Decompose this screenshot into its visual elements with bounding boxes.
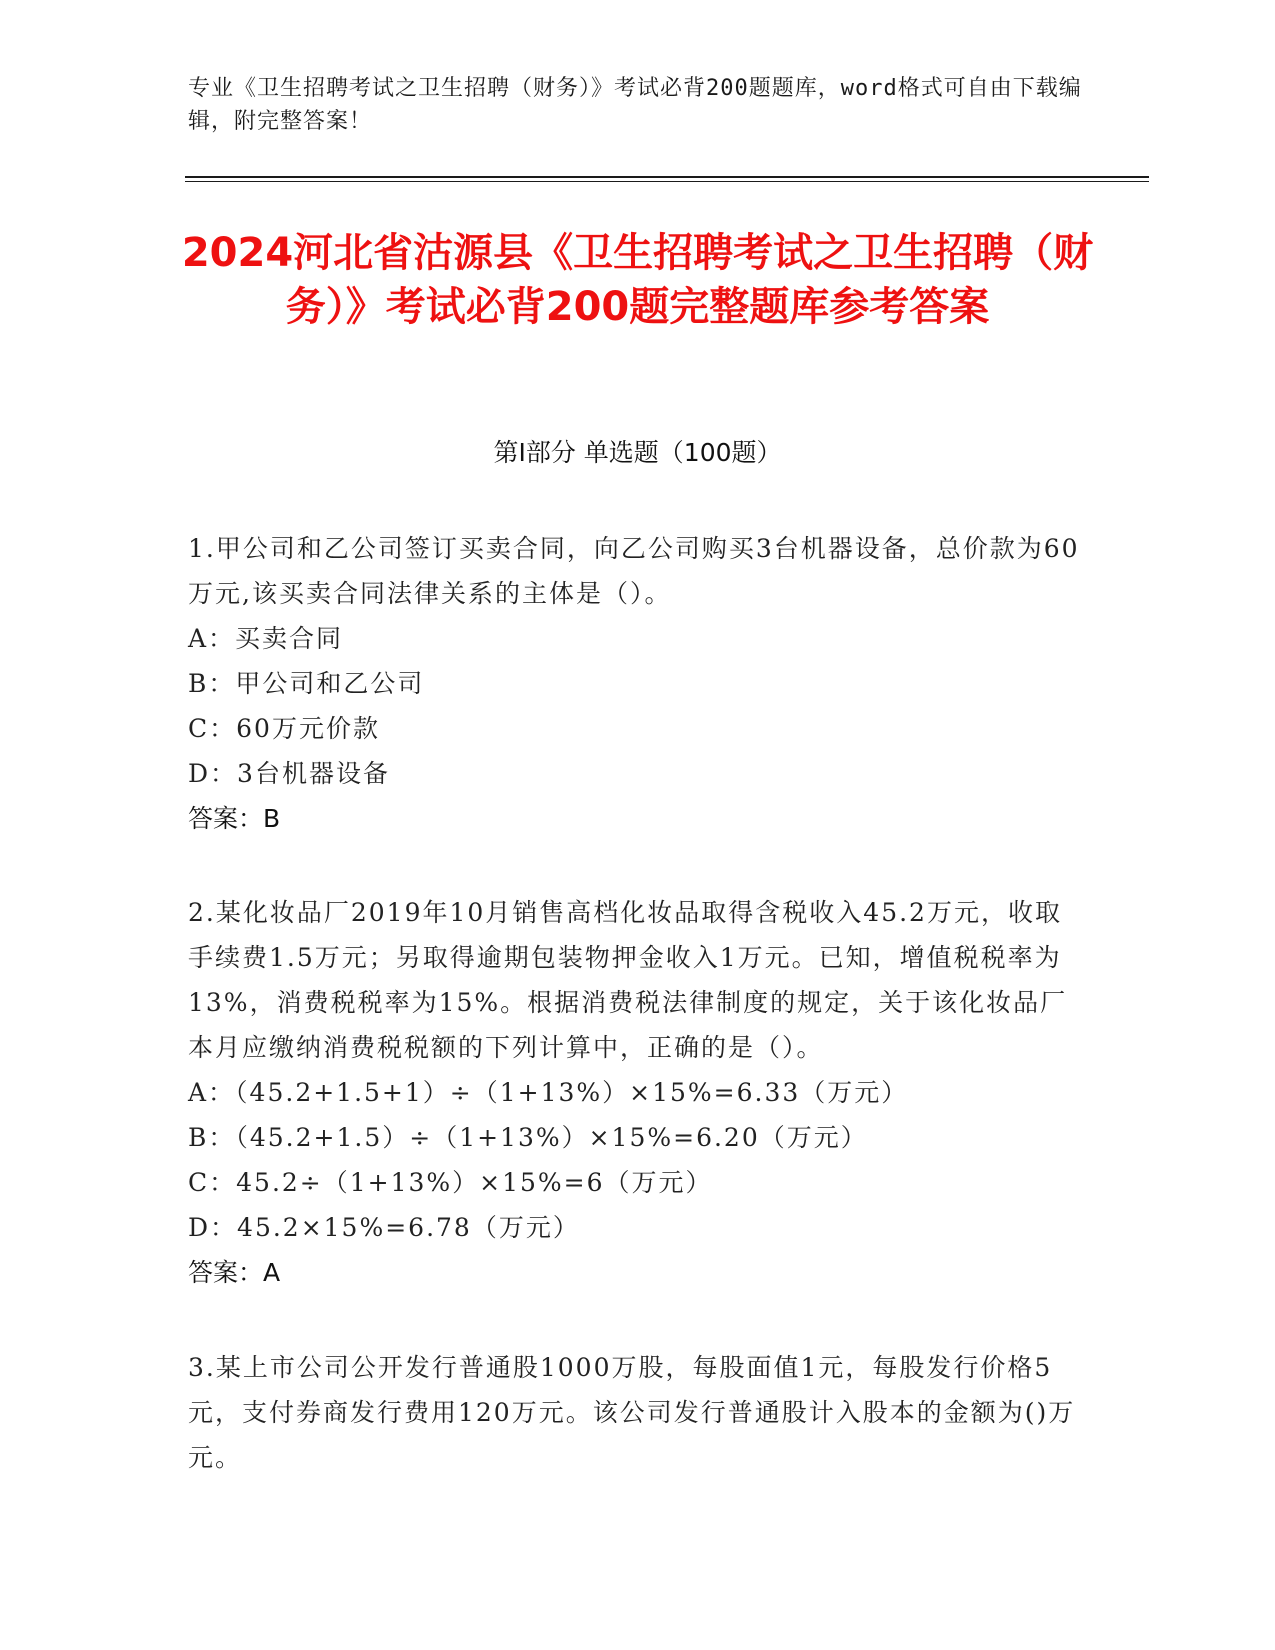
answer-label: 答案： [188, 804, 264, 833]
answer-value: A [263, 1258, 281, 1287]
question-1 [188, 526, 1088, 841]
question-3 [188, 1345, 1088, 1480]
option-c: C：45.2÷（1+13%）×15%=6（万元） [188, 1168, 713, 1197]
answer-line [188, 796, 1088, 841]
document-title: 2024河北省沽源县《卫生招聘考试之卫生招聘（财务）》考试必背200题完整题库参考答案 [181, 230, 1094, 330]
question-stem: 1.甲公司和乙公司签订买卖合同，向乙公司购买3台机器设备，总价款为60万元,该买卖合同法律关系的主体是（）。 [188, 534, 1080, 608]
answer-line [188, 1250, 1088, 1295]
question-2 [188, 890, 1088, 1295]
option-a: A：买卖合同 [188, 624, 344, 653]
section-heading: 第I部分 单选题（100题） [493, 438, 782, 467]
header-note: 专业《卫生招聘考试之卫生招聘（财务）》考试必背200题题库，word格式可自由下载编辑，附完整答案！ [188, 76, 1082, 134]
answer-value: B [263, 804, 281, 833]
question-stem: 2.某化妆品厂2019年10月销售高档化妆品取得含税收入45.2万元，收取手续费1.5万元；另取得逾期包装物押金收入1万元。已知，增值税税率为13%，消费税税率为15%。根据消费税法律制度的规定，关于该化妆品厂本月应缴纳消费税税额的下列计算中，正确的是（）。 [188, 898, 1068, 1062]
option-b: B：甲公司和乙公司 [188, 669, 425, 698]
option-d: D：45.2×15%=6.78（万元） [188, 1213, 580, 1242]
header-rule-thick [185, 176, 1149, 178]
option-b: B：（45.2+1.5）÷（1+13%）×15%=6.20（万元） [188, 1123, 868, 1152]
question-stem: 3.某上市公司公开发行普通股1000万股，每股面值1元，每股发行价格5元，支付券商发行费用120万元。该公司发行普通股计入股本的金额为()万元。 [188, 1353, 1076, 1472]
option-d: D：3台机器设备 [188, 759, 390, 788]
answer-label: 答案： [188, 1258, 264, 1287]
option-c: C：60万元价款 [188, 714, 380, 743]
option-a: A：（45.2+1.5+1）÷（1+13%）×15%=6.33（万元） [188, 1078, 909, 1107]
header-rule-thin [185, 181, 1149, 182]
